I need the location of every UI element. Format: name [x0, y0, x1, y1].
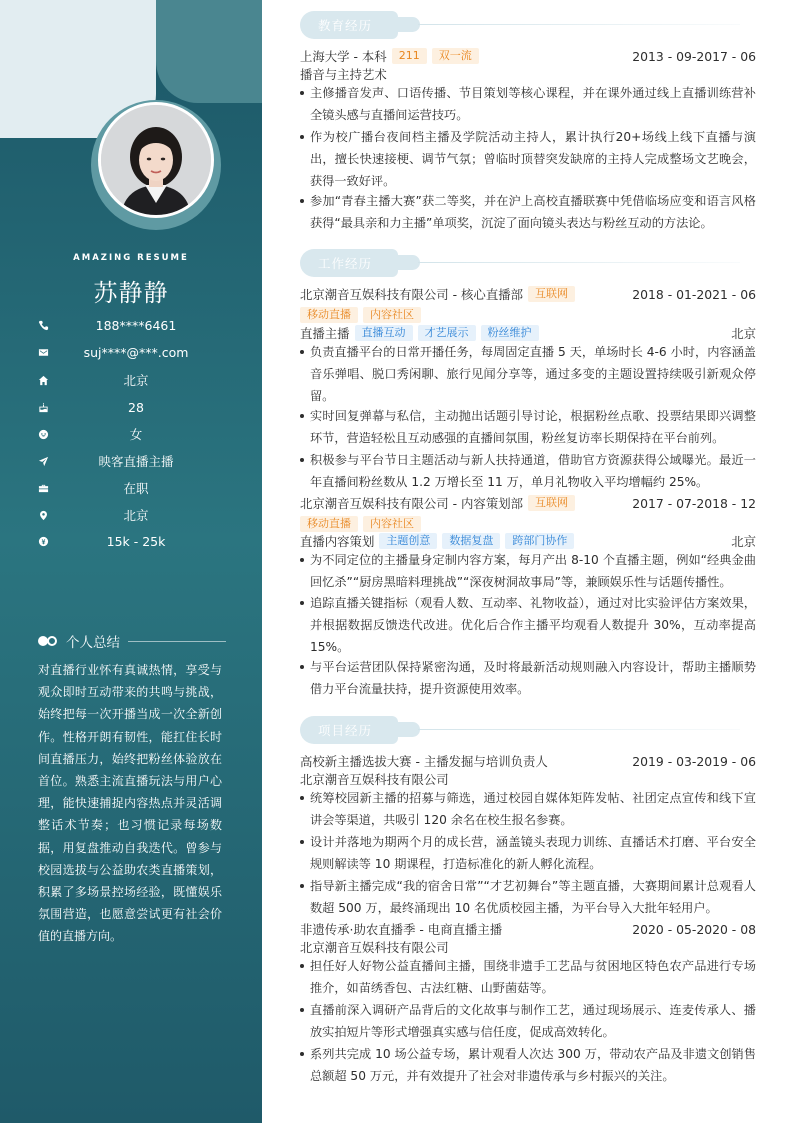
section-title: 工作经历 — [300, 249, 398, 277]
school-tag: 双一流 — [432, 48, 479, 64]
info-email — [36, 343, 236, 361]
project-date: 2020 - 05-2020 - 08 — [632, 921, 756, 937]
section-header-work — [300, 249, 740, 279]
portrait-photo — [101, 105, 211, 215]
salary-icon — [36, 534, 50, 548]
job-role-row — [300, 324, 756, 342]
industry-tag: 互联网 — [528, 495, 575, 511]
job-bullet: 与平台运营团队保持紧密沟通，及时将最新活动规则融入内容设计，帮助主播顺势借力平台流量扶持，提升资源使用效率。 — [300, 656, 756, 700]
skill-tag: 才艺展示 — [418, 325, 476, 341]
project-bullet: 担任好人好物公益直播间主播，围绕非遗手工艺品与贫困地区特色农产品进行专场推介，如苗绣香包、古法红糖、山野菌菇等。 — [300, 955, 756, 999]
send-icon — [36, 454, 50, 468]
info-location — [36, 506, 236, 524]
section-title: 项目经历 — [300, 716, 398, 744]
major: 播音与主持艺术 — [300, 67, 387, 82]
candidate-name: 苏静静 — [93, 279, 169, 307]
divider — [128, 641, 226, 642]
education-bullet: 参加“青春主播大赛”获二等奖，并在沪上高校直播联赛中凭借临场应变和语言风格获得“最具亲和力主播”单项奖，沉淀了面向镜头表达与粉丝互动的方法论。 — [300, 190, 756, 234]
project-bullet: 直播前深入调研产品背后的文化故事与制作工艺，通过现场展示、连麦传承人、播放实拍短片等形式增强真实感与信任度，促成高效转化。 — [300, 999, 756, 1043]
summary-title: 个人总结 — [66, 635, 120, 651]
school-tag: 211 — [392, 48, 427, 64]
job-city: 北京 — [731, 534, 756, 549]
position-value: 映客直播主播 — [98, 454, 174, 469]
email-value: suj****@***.com — [83, 344, 189, 360]
job-tags-row — [300, 515, 756, 533]
company-name: 北京潮音互娱科技有限公司 - 内容策划部 — [300, 496, 523, 511]
age-value: 28 — [128, 399, 144, 415]
job-bullet: 负责直播平台的日常开播任务，每周固定直播 5 天，单场时长 4-6 小时，内容涵盖音乐弹唱、脱口秀闲聊、旅行见闻分享等，通过多变的主题设置持续吸引新观众停留。 — [300, 341, 756, 407]
summary-text: 对直播行业怀有真诚热情，享受与观众即时互动带来的共鸣与挑战，始终把每一次开播当成一次全新创作。性格开朗有韧性，能扛住长时间直播压力，始终把粉丝体验放在首位。熟悉主流直播玩法与用户心理，能快速捕捉内容热点并灵活调整话术节奏；也习惯记录每场数据，用复盘推动自我迭代。曾参与校园选拔与公益助农类直播策划，积累了多场景控场经验，既懂娱乐氛围营造，也愿意尝试更有社会价值的直播方向。 — [38, 663, 222, 944]
education-bullet: 主修播音发声、口语传播、节目策划等核心课程，并在课外通过线上直播训练营补全镜头感与直播间运营技巧。 — [300, 82, 756, 126]
section-header-education — [300, 11, 740, 41]
project-bullet: 系列共完成 10 场公益专场，累计观看人次达 300 万，带动农产品及非遗文创销售总额超 50 万元，并有效提升了社会对非遗传承与乡村振兴的关注。 — [300, 1043, 756, 1087]
job-tag: 内容社区 — [363, 307, 421, 323]
cake-icon — [36, 400, 50, 414]
job-bullet: 为不同定位的主播量身定制内容方案，每月产出 8-10 个直播主题，例如“经典金曲回忆杀”“厨房黑暗料理挑战”“深夜树洞故事局”等，兼顾娱乐性与话题传播性。 — [300, 549, 756, 593]
job-date: 2017 - 07-2018 - 12 — [632, 495, 756, 511]
job-bullet: 追踪直播关键指标（观看人数、互动率、礼物收益），通过对比实验评估方案效果，并根据数据反馈迭代改进。优化后合作主播平均观看人数提升 30%，互动率提高 15%。 — [300, 592, 756, 658]
location-value: 北京 — [123, 508, 149, 523]
status-value: 在职 — [123, 481, 149, 496]
divider — [418, 729, 740, 730]
location-icon — [36, 508, 50, 522]
job-role: 直播内容策划 — [300, 534, 375, 549]
home-value: 北京 — [123, 373, 149, 388]
section-title: 教育经历 — [300, 11, 398, 39]
skill-tag: 数据复盘 — [442, 533, 500, 549]
job-date: 2018 - 01-2021 - 06 — [632, 286, 756, 302]
briefcase-icon — [36, 481, 50, 495]
salary-value: 15k - 25k — [106, 533, 166, 549]
section-dots-icon — [38, 635, 60, 647]
avatar — [98, 102, 214, 218]
info-home — [36, 371, 236, 389]
divider — [418, 262, 740, 263]
info-salary — [36, 532, 236, 550]
job-bullet: 实时回复弹幕与私信，主动抛出话题引导讨论，根据粉丝点歌、投票结果即兴调整环节，营造轻松且互动感强的直播间氛围，粉丝复访率长期保持在平台前列。 — [300, 405, 756, 449]
phone-icon — [36, 318, 50, 332]
section-header-projects — [300, 716, 740, 746]
school-name: 上海大学 - 本科 — [300, 49, 387, 64]
project-org-row — [300, 938, 756, 956]
project-bullet: 设计并落地为期两个月的成长营，涵盖镜头表现力训练、直播话术打磨、平台安全规则解读等 10 期课程，打造标准化的新人孵化流程。 — [300, 831, 756, 875]
info-position — [36, 452, 236, 470]
job-tag: 移动直播 — [300, 307, 358, 323]
project-header-row — [300, 752, 756, 770]
home-icon — [36, 373, 50, 387]
project-name: 非遗传承·助农直播季 - 电商直播主播 — [300, 922, 503, 937]
education-row — [300, 47, 756, 65]
education-bullet: 作为校广播台夜间档主播及学院活动主持人，累计执行20+场线上线下直播与演出，擅长快速接梗、调节气氛；曾临时顶替突发缺席的主持人完成整场文艺晚会，获得一致好评。 — [300, 126, 756, 192]
sidebar — [0, 0, 262, 1123]
phone-value: 188****6461 — [95, 317, 177, 333]
job-role: 直播主播 — [300, 326, 350, 341]
gender-value: 女 — [129, 427, 143, 442]
skill-tag: 跨部门协作 — [505, 533, 574, 549]
project-name: 高校新主播选拔大赛 - 主播发掘与培训负责人 — [300, 754, 548, 769]
divider — [418, 24, 740, 25]
industry-tag: 互联网 — [528, 286, 575, 302]
info-status — [36, 479, 236, 497]
job-header-row — [300, 494, 756, 512]
skill-tag: 粉丝维护 — [481, 325, 539, 341]
major-row — [300, 65, 756, 83]
project-bullet: 指导新主播完成“我的宿舍日常”“才艺初舞台”等主题直播，大赛期间累计总观看人数超 500 万，最终涌现出 10 名优质校园主播，为平台导入大批年轻用户。 — [300, 875, 756, 919]
project-org-row — [300, 770, 756, 788]
company-name: 北京潮音互娱科技有限公司 - 核心直播部 — [300, 287, 523, 302]
skill-tag: 直播互动 — [355, 325, 413, 341]
job-city: 北京 — [731, 326, 756, 341]
project-org: 北京潮音互娱科技有限公司 — [300, 940, 449, 955]
job-role-row — [300, 532, 756, 550]
info-phone — [36, 316, 236, 334]
info-gender — [36, 425, 236, 443]
mail-icon — [36, 345, 50, 359]
job-tags-row — [300, 306, 756, 324]
skill-tag: 主题创意 — [379, 533, 437, 549]
job-bullet: 积极参与平台节日主题活动与新人扶持通道，借助官方资源获得公域曝光。最近一年直播间粉丝数从 1.2 万增长至 11 万，单月礼物收入平均增幅约 25%。 — [300, 449, 756, 493]
project-bullet: 统筹校园新主播的招募与筛选，通过校园自媒体矩阵发帖、社团定点宣传和线下宣讲会等渠道，共吸引 120 余名在校生报名参赛。 — [300, 787, 756, 831]
gender-icon — [36, 427, 50, 441]
education-date: 2013 - 09-2017 - 06 — [632, 48, 756, 64]
tagline: AMAZING RESUME — [73, 253, 189, 263]
job-tag: 移动直播 — [300, 516, 358, 532]
project-header-row — [300, 920, 756, 938]
job-tag: 内容社区 — [363, 516, 421, 532]
project-date: 2019 - 03-2019 - 06 — [632, 753, 756, 769]
project-org: 北京潮音互娱科技有限公司 — [300, 772, 449, 787]
job-header-row — [300, 285, 756, 303]
info-age — [36, 398, 236, 416]
decorative-shape — [156, 0, 262, 103]
summary-heading — [38, 631, 226, 651]
